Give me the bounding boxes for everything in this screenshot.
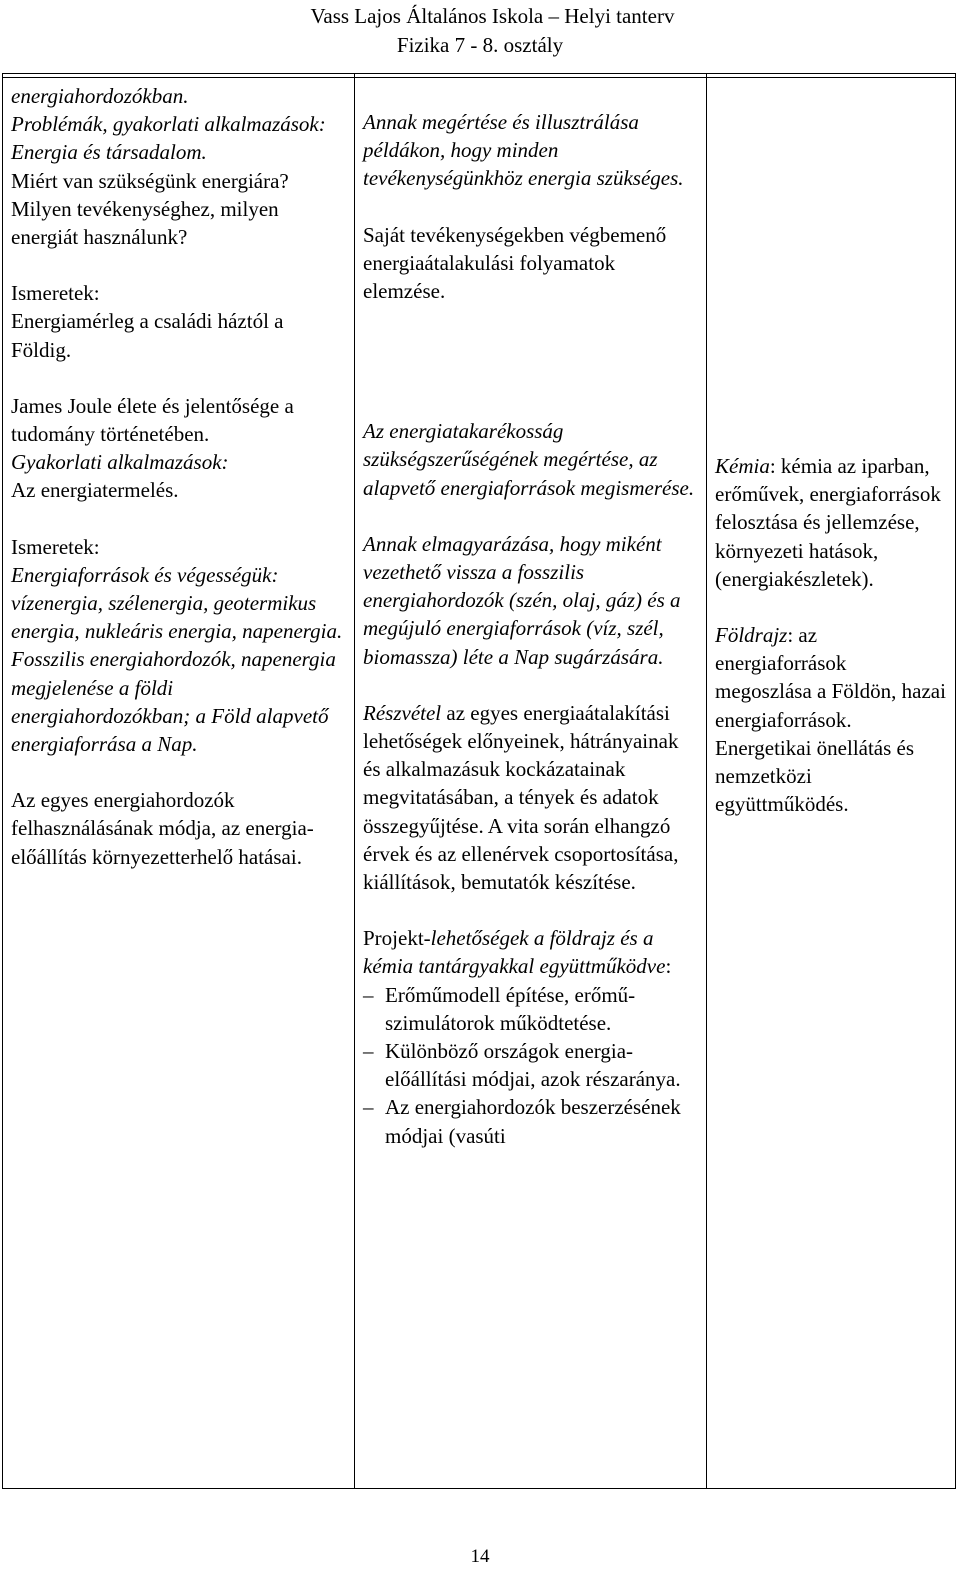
- text-kemia: Kémia: kémia az iparban, erőművek, energiaforrások felosztása és jellemzése, környezeti hatások, (energiakészletek).: [715, 454, 941, 591]
- text-gyakorlati: Gyakorlati alkalmazások:: [11, 450, 229, 475]
- text-energiamerleg: Energiamérleg a családi háztól a Földig.: [11, 309, 284, 362]
- connections-column: [707, 78, 956, 1489]
- text-annak-elmagyarazasa: Annak elmagyarázása, hogy miként vezethető vissza a fosszilis energiahordozók (szén, olaj, gáz) és a megújuló energiaforrások (víz, szél, biomassza) léte a Nap sugárzására.: [363, 531, 681, 669]
- list-item: – Az energiahordozók beszerzésének módjai (vasúti: [363, 1093, 698, 1149]
- text-energiahordozok-felhasznalasa: Az egyes energiahordozók felhasználásának módja, az energia-előállítás környezetterhelő hatásai.: [11, 788, 314, 869]
- text-projekt: Projekt-lehetőségek a földrajz és a kémia tantárgyakkal együttműködve:: [363, 926, 672, 979]
- header-subject: Fizika 7 - 8. osztály: [396, 33, 564, 57]
- content-column: [3, 78, 355, 1489]
- text-reszvetel: Részvétel az egyes energiaátalakítási lehetőségek előnyeinek, hátrányainak és alkalmazásuk kockázatainak megvitatásában, a tények és adatok összegyűjtése. A vita során elhangzó érvek és az ellenérvek csoportosítása, kiállítások, bemutatók készítése.: [363, 700, 679, 895]
- text-fosszilis: Fosszilis energiahordozók, napenergia megjelenése a földi energiahordozókban; a Föld alapvető energiaforrása a Nap.: [11, 647, 336, 757]
- text-problemak: Problémák, gyakorlati alkalmazások:: [11, 112, 326, 137]
- text-ismeretek-1: Ismeretek:: [11, 281, 100, 306]
- text-energiatermeles: Az energiatermelés.: [11, 478, 179, 503]
- page-number: 14: [470, 1546, 490, 1567]
- text-james-joule: James Joule élete és jelentősége a tudomány történetében.: [11, 393, 294, 447]
- text-foldrajz: Földrajz: az energiaforrások megoszlása a Földön, hazai energiaforrások. Energetikai önellátás és nemzetközi együttműködés.: [715, 623, 946, 817]
- text-sajat-tevekenysegek: Saját tevékenységekben végbemenő energiaátalakulási folyamatok elemzése.: [363, 222, 667, 304]
- text-ismeretek-2: Ismeretek:: [11, 534, 100, 559]
- text-energia-tarsadalom: Energia és társadalom.: [11, 140, 207, 165]
- list-item: – Erőműmodell építése, erőmű-szimulátorok működtetése.: [363, 981, 698, 1037]
- requirements-column: [355, 78, 707, 1489]
- text-annak-megertese: Annak megértése és illusztrálása példákon, hogy minden tevékenységünkhöz energia szükséges.: [363, 110, 684, 191]
- text-energiahordozokban: energiahordozókban.: [11, 84, 189, 108]
- curriculum-table: [2, 73, 956, 1489]
- text-energiatakarekossag: Az energiatakarékosság szükségszerűségének megértése, az alapvető energiaforrások megismerése.: [363, 419, 695, 500]
- header-school-title: Vass Lajos Általános Iskola – Helyi tanterv: [310, 4, 675, 28]
- text-miert-energia: Miért van szükségünk energiára? Milyen tevékenységhez, milyen energiát használunk?: [11, 168, 289, 250]
- text-energiaforrasok: Energiaforrások és végességük: vízenergia, szélenergia, geotermikus energia, nukleáris energia, napenergia.: [11, 562, 343, 644]
- list-item: – Különböző országok energia-előállítási módjai, azok részaránya.: [363, 1037, 698, 1093]
- project-list: [363, 981, 698, 1150]
